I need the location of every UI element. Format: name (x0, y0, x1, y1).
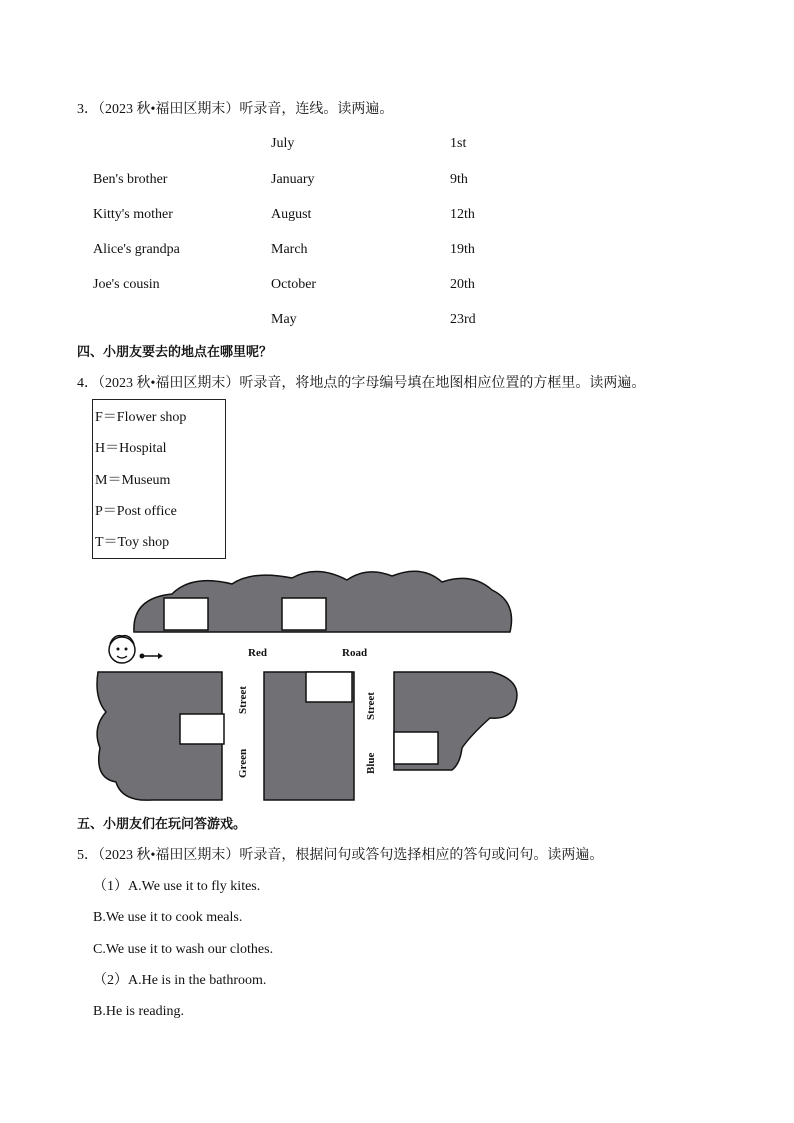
q3-person: Kitty's mother (93, 207, 173, 222)
q3-day: 19th (450, 242, 475, 257)
q3-day: 1st (450, 136, 467, 151)
q3-day: 20th (450, 277, 475, 292)
q3-month: October (271, 277, 317, 292)
answer-box[interactable] (164, 598, 208, 630)
q5-number: 5． (77, 848, 98, 863)
street-label-blue: Blue (365, 752, 377, 774)
section4-title: 四、小朋友要去的地点在哪里呢？ (77, 345, 273, 360)
q5-source: （2023 秋•福田区期末） (98, 848, 240, 863)
legend-item: F＝Flower shop (95, 410, 187, 425)
legend-item: H＝Hospital (95, 441, 167, 456)
q4-heading (77, 375, 645, 393)
q3-month: January (271, 172, 315, 187)
q3-heading (77, 101, 393, 119)
q3-month: May (271, 312, 297, 327)
legend-item: M＝Museum (95, 473, 171, 488)
q3-month: August (271, 207, 312, 222)
q4-number: 4． (77, 376, 98, 391)
road-label-red: Red (248, 647, 267, 659)
street-label-street: Street (237, 686, 249, 714)
option-line: B.He is reading. (93, 1004, 184, 1019)
answer-box[interactable] (282, 598, 326, 630)
section5-title: 五、小朋友们在玩问答游戏。 (77, 817, 247, 832)
map-legend (92, 399, 226, 559)
boy-icon (109, 636, 135, 663)
q5-heading (77, 847, 603, 865)
option-line: （1）A.We use it to fly kites. (93, 879, 261, 894)
q3-month: March (271, 242, 308, 257)
option-line: （2）A.He is in the bathroom. (93, 973, 267, 988)
q3-person: Ben's brother (93, 172, 168, 187)
q3-source: （2023 秋•福田区期末） (98, 102, 240, 117)
option-line: C.We use it to wash our clothes. (93, 942, 274, 957)
q3-month: July (271, 136, 295, 151)
answer-box[interactable] (180, 714, 224, 744)
q3-number: 3． (77, 102, 98, 117)
q3-instruction: 听录音，连线。读两遍。 (239, 102, 394, 117)
q3-person: Joe's cousin (93, 277, 160, 292)
q4-instruction: 听录音，将地点的字母编号填在地图相应位置的方框里。读两遍。 (239, 376, 646, 391)
legend-item: T＝Toy shop (95, 535, 170, 550)
street-label-green: Green (237, 748, 249, 778)
street-label-street: Street (365, 692, 377, 720)
q4-source: （2023 秋•福田区期末） (98, 376, 240, 391)
road-label-road: Road (342, 647, 368, 659)
arrow-right-icon (140, 653, 164, 659)
street-map (92, 568, 532, 808)
q5-instruction: 听录音，根据问句或答句选择相应的答句或问句。读两遍。 (239, 848, 604, 863)
q3-day: 12th (450, 207, 475, 222)
answer-box[interactable] (306, 672, 352, 702)
answer-box[interactable] (394, 732, 438, 764)
q3-day: 23rd (450, 312, 476, 327)
q3-person: Alice's grandpa (93, 242, 180, 257)
legend-item: P＝Post office (95, 504, 177, 519)
q3-day: 9th (450, 172, 468, 187)
option-line: B.We use it to cook meals. (93, 910, 243, 925)
